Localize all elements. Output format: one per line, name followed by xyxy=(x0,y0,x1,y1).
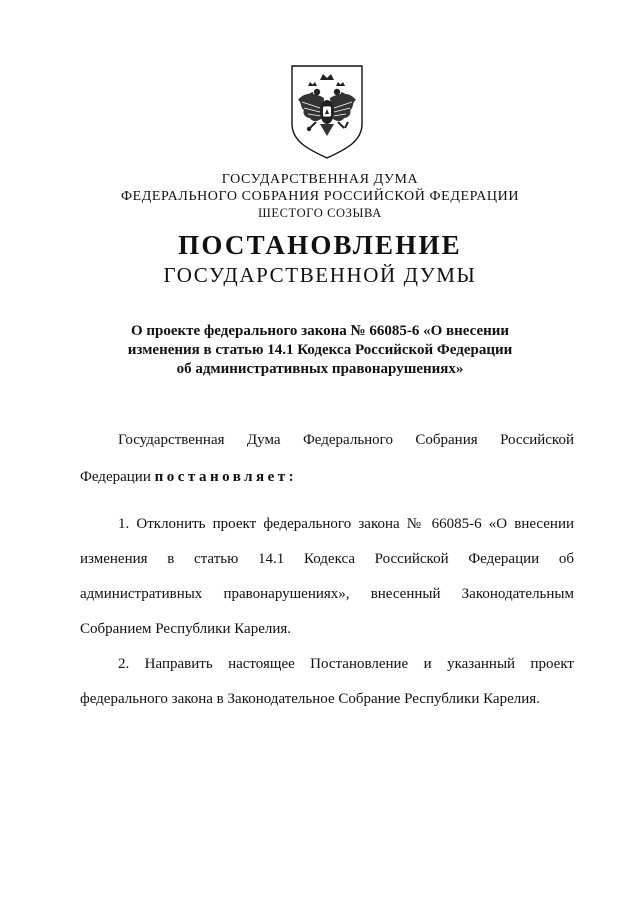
subject-line-2: изменения в статью 14.1 Кодекса Российской Федерации xyxy=(127,342,513,358)
subject-line-1: О проекте федерального закона № 66085-6 «О внесении xyxy=(130,323,510,339)
org-name-line-2: ФЕДЕРАЛЬНОГО СОБРАНИЯ РОССИЙСКОЙ ФЕДЕРАЦИИ xyxy=(120,189,520,204)
document-title: ПОСТАНОВЛЕНИЕ xyxy=(178,230,462,260)
org-name-line-1: ГОСУДАРСТВЕННАЯ ДУМА xyxy=(221,172,419,187)
item-1-line-1: 1. Отклонить проект федерального закона № 66085-6 «О внесении xyxy=(118,516,574,532)
coat-of-arms-emblem xyxy=(286,62,368,160)
item-2-line-2: федерального закона в Законодательное Собрание Республики Карелия. xyxy=(80,691,540,707)
preamble-country-word: Федерации xyxy=(80,469,151,485)
document-subtitle: ГОСУДАРСТВЕННОЙ ДУМЫ xyxy=(163,263,477,287)
preamble-line-2 xyxy=(80,468,574,486)
item-1-line-2: изменения в статью 14.1 Кодекса Российской Федерации об xyxy=(80,551,574,567)
item-2-line-1: 2. Направить настоящее Постановление и указанный проект xyxy=(118,656,574,672)
convocation-line: ШЕСТОГО СОЗЫВА xyxy=(258,206,382,220)
preamble-line-1: Государственная Дума Федерального Собрания Российской xyxy=(118,432,574,448)
item-1-line-3: административных правонарушениях», внесенный Законодательным xyxy=(80,586,574,602)
subject-line-3: об административных правонарушениях» xyxy=(176,361,464,377)
decree-word: постановляет: xyxy=(154,469,298,485)
item-1-line-4: Собранием Республики Карелия. xyxy=(80,621,292,637)
